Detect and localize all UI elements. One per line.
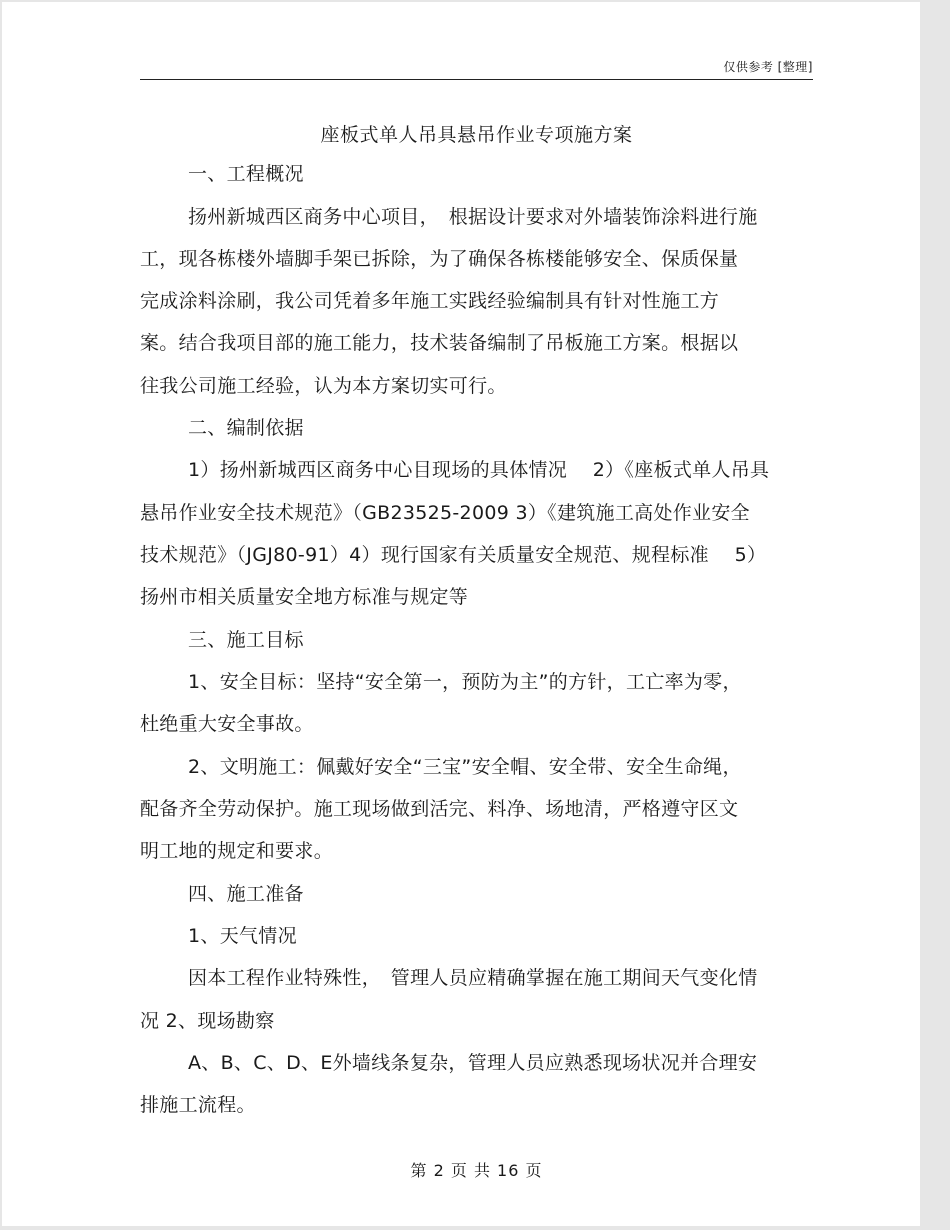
document-title: 座板式单人吊具悬吊作业专项施方案 bbox=[320, 124, 633, 146]
paragraph-line: 完成涂料涂刷，我公司凭着多年施工实践经验编制具有针对性施工方 bbox=[140, 290, 720, 312]
page-header bbox=[140, 57, 813, 80]
section-heading: 三、施工目标 bbox=[188, 629, 304, 651]
paragraph-line: 因本工程作业特殊性， 管理人员应精确掌握在施工期间天气变化情 bbox=[188, 967, 758, 989]
paragraph-line: 排施工流程。 bbox=[140, 1094, 256, 1116]
paragraph-line: 扬州新城西区商务中心项目， 根据设计要求对外墙装饰涂料进行施 bbox=[188, 206, 758, 228]
paragraph-line: 悬吊作业安全技术规范》（GB23525-2009 3）《建筑施工高处作业安全 bbox=[140, 502, 750, 524]
paragraph-line: 1、安全目标：坚持“安全第一，预防为主”的方针，工亡率为零， bbox=[188, 671, 742, 693]
paragraph-line: 杜绝重大安全事故。 bbox=[140, 713, 314, 735]
section-heading: 二、编制依据 bbox=[188, 417, 304, 439]
paragraph-line: 扬州市相关质量安全地方标准与规定等 bbox=[140, 586, 469, 608]
paragraph-line: 2、文明施工：佩戴好安全“三宝”安全帽、安全带、安全生命绳， bbox=[188, 756, 742, 778]
paragraph-line: 况 2、现场勘察 bbox=[140, 1010, 275, 1032]
header-text: 仅供参考 [整理] bbox=[723, 60, 813, 74]
paragraph-line: 案。结合我项目部的施工能力，技术装备编制了吊板施工方案。根据以 bbox=[140, 332, 739, 354]
section-heading: 四、施工准备 bbox=[188, 883, 304, 905]
paragraph-line: 技术规范》（JGJ80-91）4）现行国家有关质量安全规范、规程标准 5） bbox=[140, 544, 767, 566]
page-footer: 第 2 页 共 16 页 bbox=[410, 1161, 543, 1180]
paragraph-line: A、B、C、D、E外墙线条复杂，管理人员应熟悉现场状况并合理安 bbox=[188, 1052, 758, 1074]
document-page bbox=[2, 2, 920, 1226]
paragraph-line: 工，现各栋楼外墙脚手架已拆除，为了确保各栋楼能够安全、保质保量 bbox=[140, 248, 739, 270]
subsection-heading: 1、天气情况 bbox=[188, 925, 297, 947]
paragraph-line: 1）扬州新城西区商务中心目现场的具体情况 2）《座板式单人吊具 bbox=[188, 459, 770, 481]
paragraph-line: 配备齐全劳动保护。施工现场做到活完、料净、场地清，严格遵守区文 bbox=[140, 798, 739, 820]
paragraph-line: 往我公司施工经验，认为本方案切实可行。 bbox=[140, 375, 507, 397]
paragraph-line: 明工地的规定和要求。 bbox=[140, 840, 334, 862]
section-heading: 一、工程概况 bbox=[188, 163, 304, 185]
